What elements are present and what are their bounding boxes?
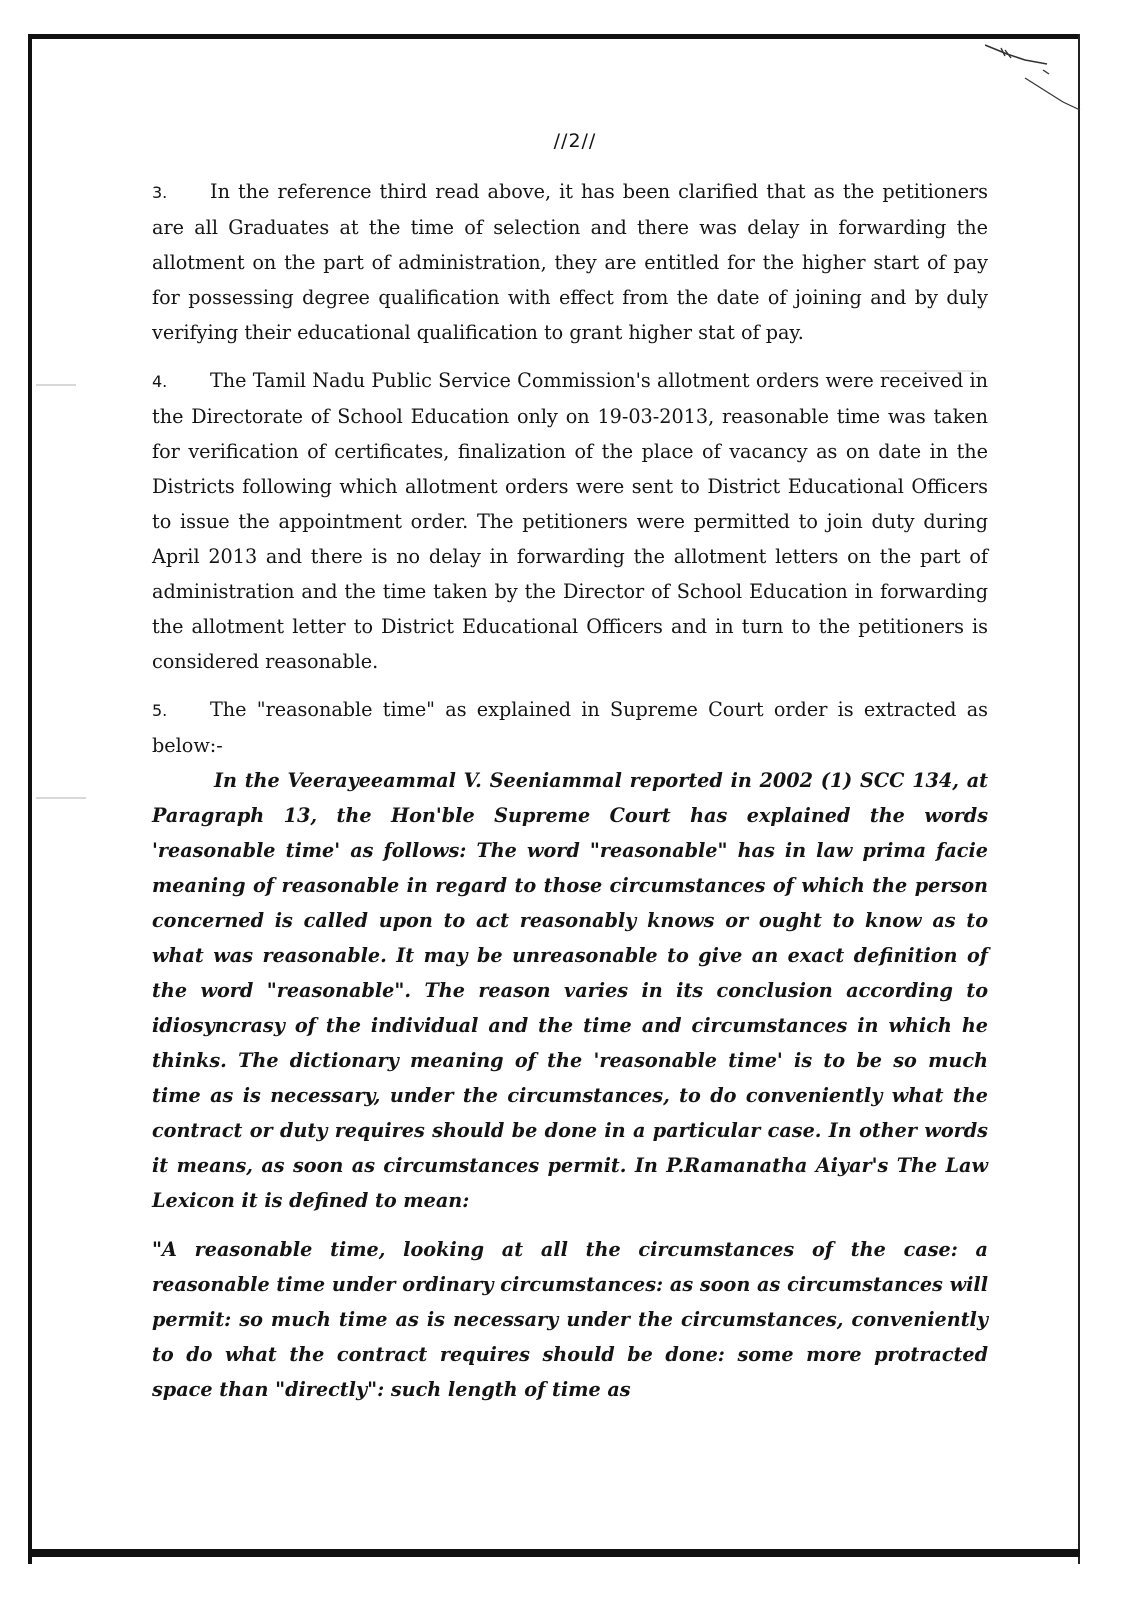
scan-border-top — [28, 34, 1080, 39]
paragraph-text: The Tamil Nadu Public Service Commission's allotment orders were received in the Directorate of School Education only on 19-03-2013, reasonable time was taken for verification of certificates, finalization of the place of vacancy as on date in the Districts following which allotment orders were sent to District Educational Officers to issue the appointment order. The petitioners were permitted to join duty during April 2013 and there is no delay in forwarding the allotment letters on the part of administration and the time taken by the Director of School Education in forwarding the allotment letter to District Educational Officers and in turn to the petitioners is considered reasonable. — [152, 369, 988, 673]
paragraph-text: The "reasonable time" as explained in Supreme Court order is extracted as below:- — [152, 698, 988, 757]
page-number: //2// — [553, 130, 597, 152]
paragraph-text: In the reference third read above, it has been clarified that as the petitioners are all Graduates at the time of selection and there was delay in forwarding the allotment on the part of administration, they are entitled for the higher start of pay for possessing degree qualification with effect from the date of joining and by duly verifying their educational qualification to grant higher stat of pay. — [152, 180, 988, 344]
pen-mark-icon — [985, 40, 1105, 120]
paragraph-4 — [152, 363, 988, 679]
quoted-definition: "A reasonable time, looking at all the circumstances of the case: a reasonable time under ordinary circumstances: as soon as circumstances will permit: so much time as is necessary under the circumstances, conveniently to do what the contract requires should be done: some more protracted space than "directly": such length of time as — [152, 1238, 988, 1401]
scan-smudge — [36, 384, 76, 386]
quoted-extract: In the Veerayeeammal V. Seeniammal reported in 2002 (1) SCC 134, at Paragraph 13, the Hon'ble Supreme Court has explained the words 'reasonable time' as follows: The word "reasonable" has in law prima facie meaning of reasonable in regard to those circumstances of which the person concerned is called upon to act reasonably knows or ought to know as to what was reasonable. It may be unreasonable to give an exact definition of the word "reasonable". The reason varies in its conclusion according to idiosyncrasy of the individual and the time and circumstances in which he thinks. The dictionary meaning of the 'reasonable time' is to be so much time as is necessary, under the circumstances, to do conveniently what the contract or duty requires should be done in a particular case. In other words it means, as soon as circumstances permit. In P.Ramanatha Aiyar's The Law Lexicon it is defined to mean: — [152, 769, 988, 1212]
paragraph-number: 3. — [152, 183, 168, 202]
scan-border-bottom — [28, 1549, 1080, 1557]
document-body — [152, 130, 988, 1421]
paragraph-number: 5. — [152, 701, 168, 720]
paragraph-3 — [152, 174, 988, 350]
paragraph-5 — [152, 692, 988, 763]
scan-border-left — [28, 34, 32, 1564]
scan-smudge — [36, 797, 86, 799]
paragraph-number: 4. — [152, 372, 168, 391]
scan-border-right — [1078, 34, 1080, 1564]
